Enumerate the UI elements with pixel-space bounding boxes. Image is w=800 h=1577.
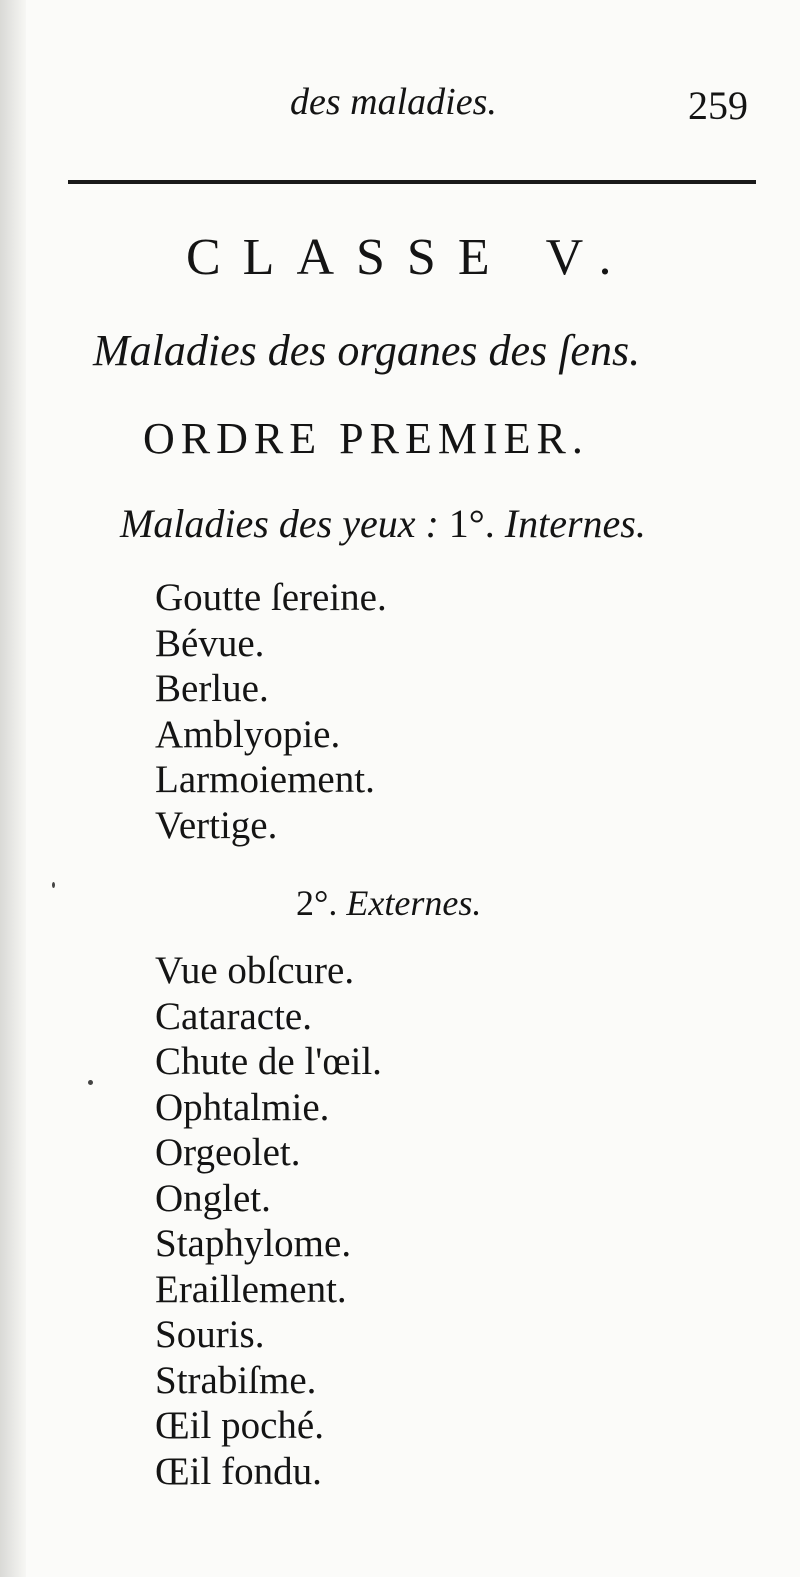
list-item: Orgeolet. xyxy=(155,1131,301,1174)
ink-speck xyxy=(52,882,55,888)
list-item: Berlue. xyxy=(155,667,269,710)
list-item: Goutte ſereine. xyxy=(155,576,387,619)
externes-ordinal: 2°. xyxy=(296,883,338,923)
externes-heading xyxy=(296,882,481,924)
internal-diseases-list xyxy=(155,575,387,848)
section-internal-label: Internes. xyxy=(504,501,646,546)
list-item: Staphylome. xyxy=(155,1222,352,1265)
page-gutter-shadow xyxy=(0,0,26,1577)
class-subtitle: Maladies des organes des ſens. xyxy=(93,326,641,375)
list-item: Vertige. xyxy=(155,803,278,847)
class-title: CLASSE V. xyxy=(186,229,634,286)
section-heading xyxy=(120,500,646,547)
list-item: Strabiſme. xyxy=(155,1358,317,1402)
order-title: ORDRE PREMIER. xyxy=(143,414,589,463)
list-item: Cataracte. xyxy=(155,994,312,1038)
page-number: 259 xyxy=(688,83,748,128)
section-ordinal: 1°. xyxy=(448,501,495,546)
section-label: Maladies des yeux : xyxy=(120,501,439,546)
ink-speck xyxy=(88,1080,93,1085)
header-rule xyxy=(68,180,756,184)
running-head: des maladies. xyxy=(290,81,497,123)
list-item: Souris. xyxy=(155,1313,265,1356)
list-item: Vue obſcure. xyxy=(155,949,355,992)
externes-label: Externes. xyxy=(346,883,482,923)
list-item: Œil fondu. xyxy=(155,1449,322,1493)
list-item: Ophtalmie. xyxy=(155,1085,330,1129)
list-item: Bévue. xyxy=(155,621,265,665)
list-item: Larmoiement. xyxy=(155,758,375,801)
list-item: Œil poché. xyxy=(155,1404,324,1447)
list-item: Chute de l'œil. xyxy=(155,1040,382,1083)
list-item: Amblyopie. xyxy=(155,712,341,756)
list-item: Onglet. xyxy=(155,1176,271,1220)
list-item: Eraillement. xyxy=(155,1267,347,1311)
external-diseases-list xyxy=(155,948,382,1494)
